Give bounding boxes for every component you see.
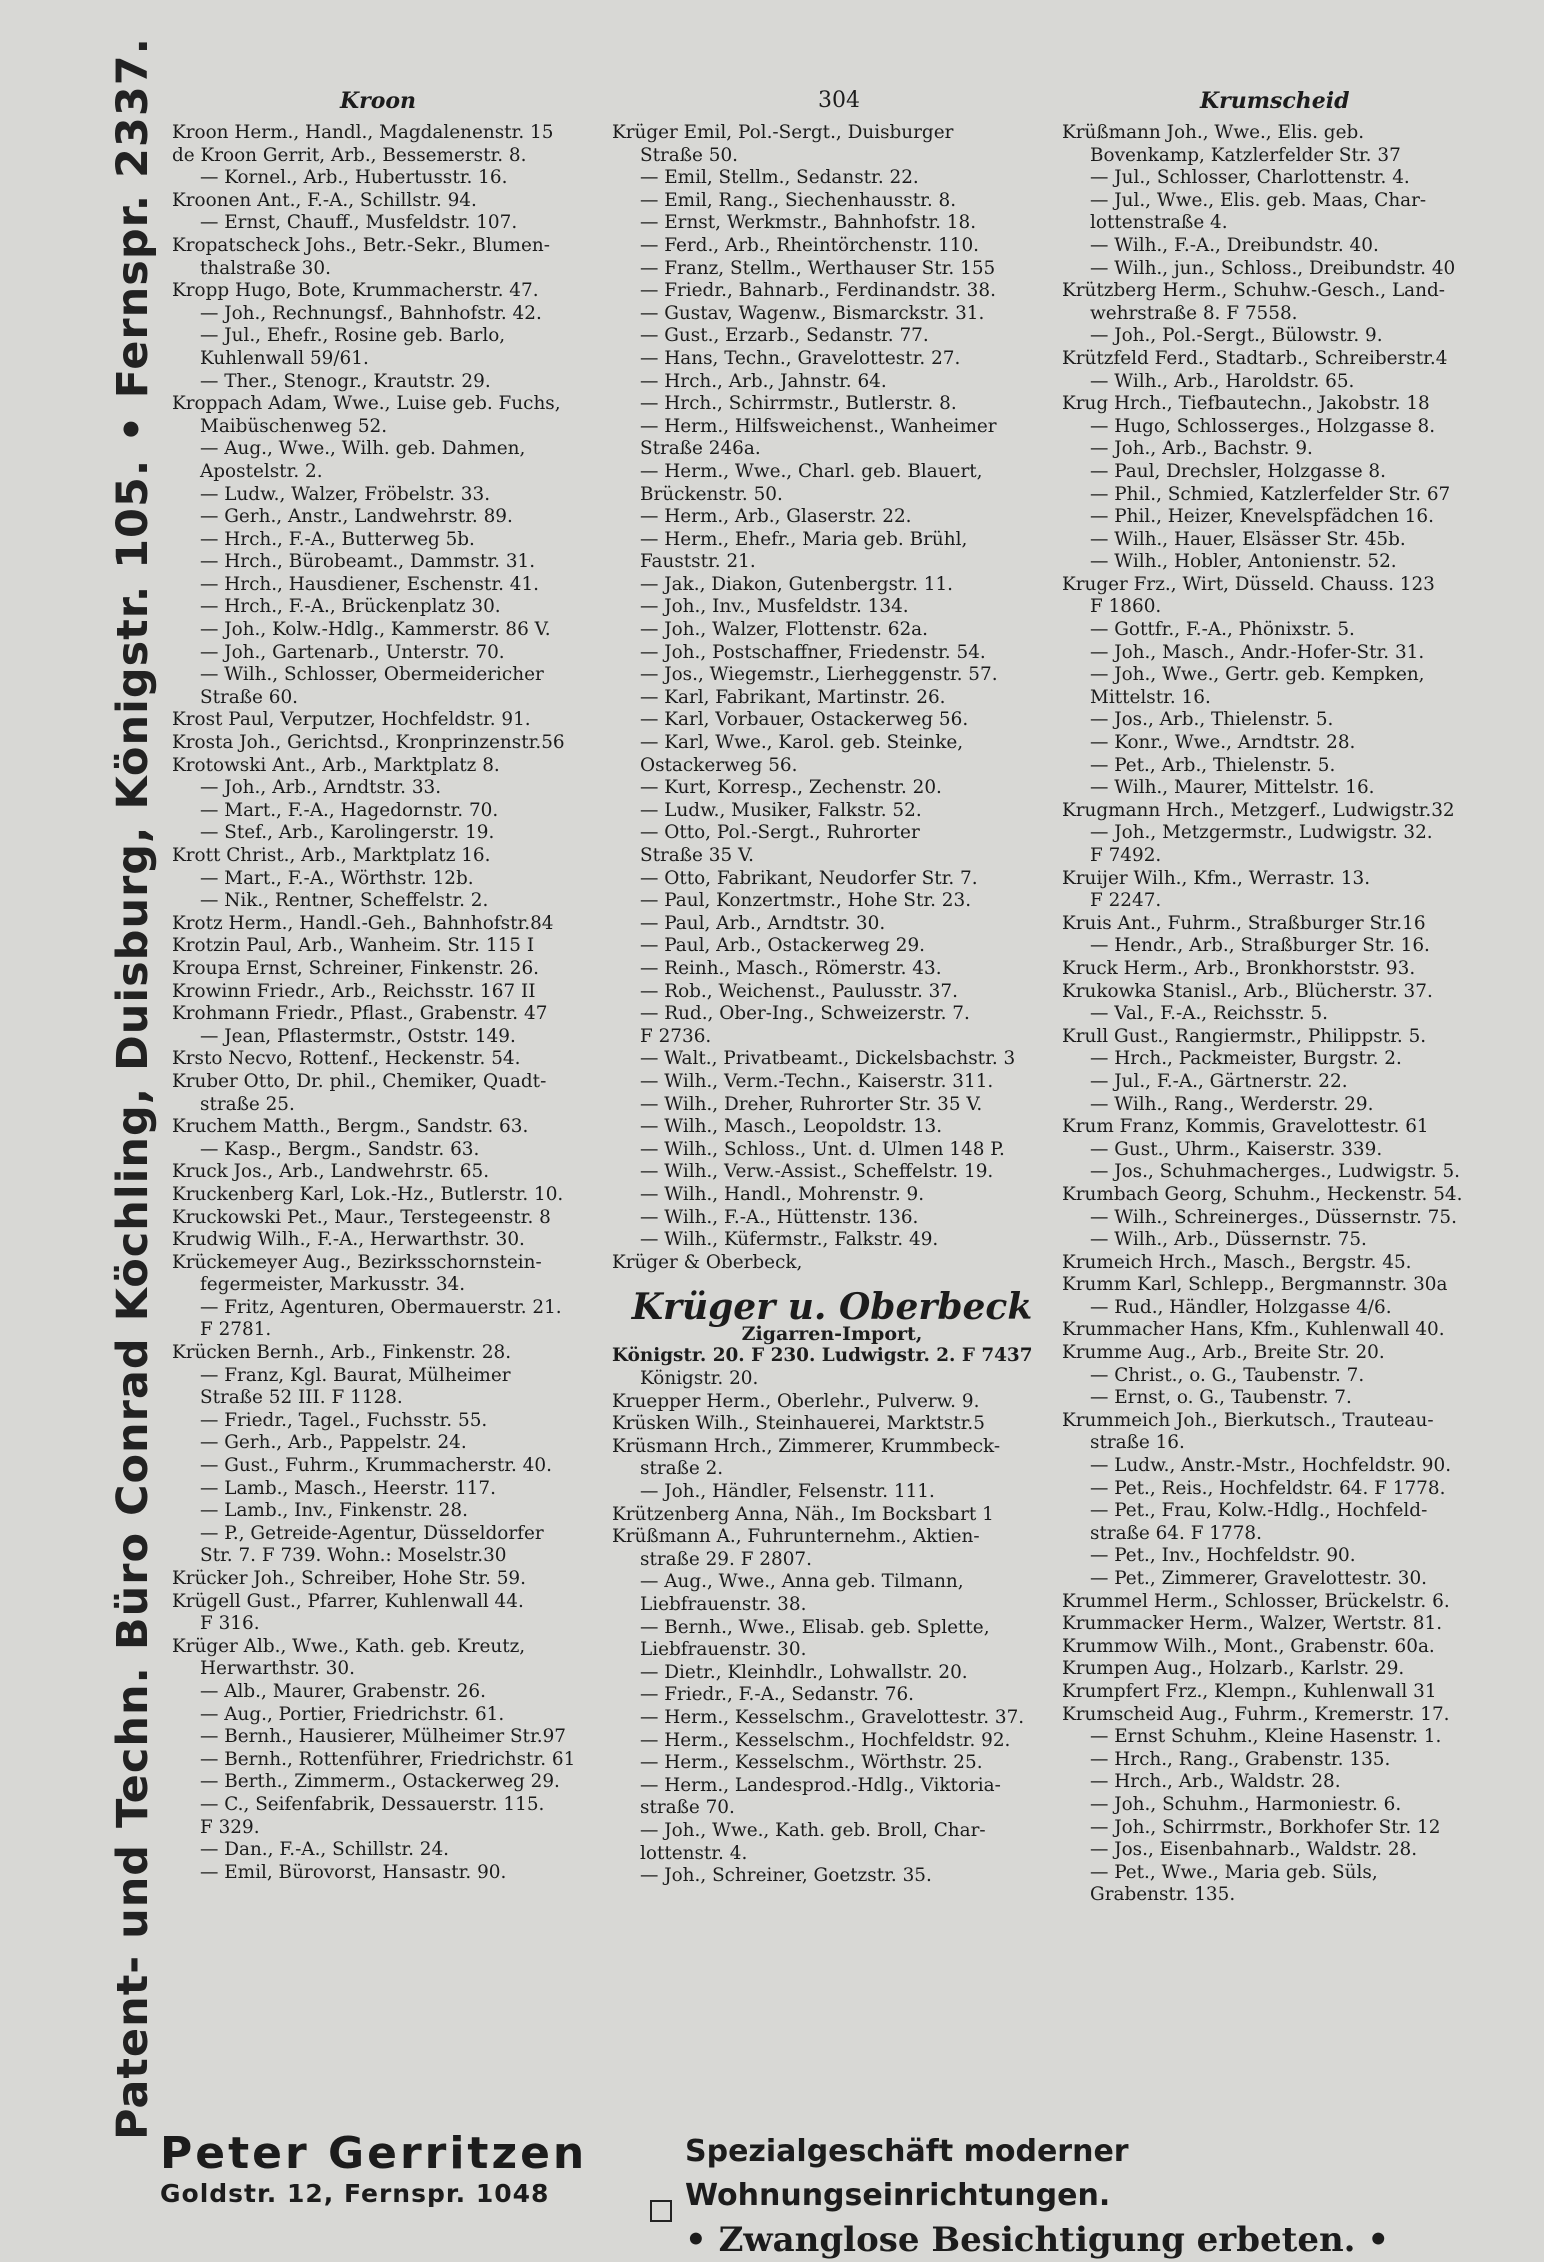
directory-entry: — Mart., F.-A., Hagedornstr. 70. [200, 799, 499, 821]
directory-entry: — Wilh., Masch., Leopoldstr. 13. [640, 1116, 943, 1138]
directory-entry: — Wilh., jun., Schloss., Dreibundstr. 40 [1090, 257, 1456, 279]
directory-entry: Kroonen Ant., F.-A., Schillstr. 94. [172, 189, 477, 211]
directory-entry: — Ernst, Werkmstr., Bahnhofstr. 18. [640, 212, 977, 234]
directory-entry: — P., Getreide-Agentur, Düsseldorfer [200, 1522, 544, 1544]
directory-entry: — Ther., Stenogr., Krautstr. 29. [200, 370, 491, 392]
directory-entry: — Wilh., Rang., Werderstr. 29. [1090, 1093, 1374, 1115]
directory-entry: — Gottfr., F.-A., Phönixstr. 5. [1090, 619, 1355, 641]
directory-entry: — Jul., Wwe., Elis. geb. Maas, Char- [1090, 189, 1427, 211]
footer-company-address: Goldstr. 12, Fernspr. 1048 [160, 2179, 550, 2208]
directory-entry: — Hugo, Schlosserges., Holzgasse 8. [1090, 415, 1436, 437]
side-advertisement: Patent- und Techn. Büro Conrad Köchling, Duisburg, Königstr. 105. • Fernspr. 2337. [108, 36, 158, 2140]
directory-entry: — Ernst, o. G., Taubenstr. 7. [1090, 1387, 1352, 1409]
directory-entry: — Wilh., F.-A., Hüttenstr. 136. [640, 1206, 919, 1228]
footer-company-name: Peter Gerritzen [160, 2128, 588, 2179]
directory-entry: Str. 7. F 739. Wohn.: Moselstr.30 [200, 1545, 507, 1567]
directory-entry: straße 70. [640, 1797, 735, 1819]
directory-entry: — Dan., F.-A., Schillstr. 24. [200, 1839, 450, 1861]
directory-entry: straße 25. [200, 1093, 295, 1115]
directory-entry: Krützfeld Ferd., Stadtarb., Schreiberstr.4 [1062, 347, 1448, 369]
directory-entry: thalstraße 30. [200, 257, 331, 279]
directory-entry: Krum Franz, Kommis, Gravelottestr. 61 [1062, 1116, 1429, 1138]
directory-entry: — Christ., o. G., Taubenstr. 7. [1090, 1364, 1365, 1386]
directory-entry: straße 16. [1090, 1432, 1185, 1454]
directory-entry: — Herm., Ehefr., Maria geb. Brühl, [640, 528, 968, 550]
directory-entry: — Joh., Rechnungsf., Bahnhofstr. 42. [200, 302, 542, 324]
directory-entry: Kruis Ant., Fuhrm., Straßburger Str.16 [1062, 912, 1426, 934]
directory-entry: — Lamb., Masch., Heerstr. 117. [200, 1477, 496, 1499]
directory-entry: — Hrch., Bürobeamt., Dammstr. 31. [200, 551, 536, 573]
directory-entry: Straße 50. [640, 144, 739, 166]
directory-entry: F 7492. [1090, 845, 1162, 866]
directory-entry: — Aug., Portier, Friedrichstr. 61. [200, 1703, 505, 1725]
directory-entry: — Rud., Ober-Ing., Schweizerstr. 7. [640, 1003, 970, 1025]
directory-entry: Kruepper Herm., Oberlehr., Pulverw. 9. [612, 1390, 980, 1412]
directory-entry: — Dietr., Kleinhdlr., Lohwallstr. 20. [640, 1661, 968, 1683]
directory-entry: Krumeich Hrch., Masch., Bergstr. 45. [1062, 1251, 1412, 1273]
directory-entry: Straße 246a. [640, 438, 761, 460]
directory-entry: — Pet., Zimmerer, Gravelottestr. 30. [1090, 1568, 1428, 1589]
directory-entry: — Kornel., Arb., Hubertusstr. 16. [200, 167, 508, 189]
directory-entry: Krotzin Paul, Arb., Wanheim. Str. 115 I [172, 935, 535, 957]
directory-entry: Kropp Hugo, Bote, Krummacherstr. 47. [172, 280, 539, 302]
directory-entry: — Fritz, Agenturen, Obermauerstr. 21. [200, 1296, 562, 1318]
directory-entry: — Val., F.-A., Reichsstr. 5. [1090, 1003, 1329, 1025]
footer-left [160, 2130, 620, 2210]
directory-entry: lottenstr. 4. [640, 1842, 748, 1864]
directory-entry: — Herm., Kesselschm., Hochfeldstr. 92. [640, 1729, 1011, 1751]
directory-entry: — Wilh., Verm.-Techn., Kaiserstr. 311. [640, 1070, 994, 1092]
directory-entry: Kruber Otto, Dr. phil., Chemiker, Quadt- [172, 1070, 547, 1092]
directory-entry: — Ferd., Arb., Rheintörchenstr. 110. [640, 234, 980, 256]
directory-entry: — Wilh., Schlosser, Obermeidericher [200, 664, 544, 686]
directory-entry: — Herm., Landesprod.-Hdlg., Viktoria- [640, 1774, 1001, 1796]
directory-entry: — Hrch., Packmeister, Burgstr. 2. [1090, 1048, 1402, 1070]
directory-entry: — Bernh., Wwe., Elisab. geb. Splette, [640, 1616, 990, 1638]
directory-entry: F 329. [200, 1816, 260, 1838]
directory-entry: — Herm., Arb., Glaserstr. 22. [640, 506, 912, 528]
directory-entry: — Joh., Wwe., Kath. geb. Broll, Char- [640, 1819, 986, 1841]
directory-entry: — Hrch., F.-A., Butterweg 5b. [200, 528, 475, 550]
directory-entry: — Joh., Walzer, Flottenstr. 62a. [640, 619, 928, 641]
directory-entry: Krüßmann A., Fuhrunternehm., Aktien- [612, 1526, 980, 1548]
directory-entry: — Joh., Gartenarb., Unterstr. 70. [200, 641, 505, 663]
directory-entry: — Konr., Wwe., Arndtstr. 28. [1090, 732, 1356, 754]
directory-entry: Krugmann Hrch., Metzgerf., Ludwigstr.32 [1062, 799, 1455, 821]
directory-entry: Krüsmann Hrch., Zimmerer, Krummbeck- [612, 1435, 1001, 1457]
directory-entry: Straße 60. [200, 686, 299, 708]
directory-entry: — Jul., F.-A., Gärtnerstr. 22. [1090, 1070, 1348, 1092]
directory-entry: Krug Hrch., Tiefbautechn., Jakobstr. 18 [1062, 393, 1430, 415]
directory-entry: Kruger Frz., Wirt, Düsseld. Chauss. 123 [1062, 573, 1435, 595]
directory-entry: — Jos., Schuhmacherges., Ludwigstr. 5. [1090, 1161, 1461, 1183]
directory-entry: — Wilh., Arb., Düssernstr. 75. [1090, 1229, 1367, 1251]
directory-entry: — Pet., Reis., Hochfeldstr. 64. F 1778. [1090, 1477, 1446, 1499]
directory-entry: — Gust., Uhrm., Kaiserstr. 339. [1090, 1138, 1383, 1160]
header-right: Krumscheid [1200, 88, 1350, 114]
directory-entry: Krsto Necvo, Rottenf., Heckenstr. 54. [172, 1048, 521, 1070]
directory-entry: Krotz Herm., Handl.-Geh., Bahnhofstr.84 [172, 912, 554, 934]
directory-entry: — Pet., Frau, Kolw.-Hdlg., Hochfeld- [1090, 1500, 1428, 1522]
firm-address: Königstr. 20. F 230. Ludwigstr. 2. F 7437 [612, 1345, 1033, 1367]
footer-advertisement [160, 2128, 1490, 2260]
directory-entry: — Hendr., Arb., Straßburger Str. 16. [1090, 935, 1430, 957]
directory-entry: — Hrch., Arb., Jahnstr. 64. [640, 370, 887, 392]
directory-entry: Krüger Alb., Wwe., Kath. geb. Kreutz, [172, 1635, 526, 1657]
directory-entry: — Herm., Kesselschm., Wörthstr. 25. [640, 1752, 983, 1774]
directory-entry: — Joh., Schuhm., Harmoniestr. 6. [1090, 1793, 1402, 1815]
directory-entry: Kroupa Ernst, Schreiner, Finkenstr. 26. [172, 957, 539, 979]
directory-entry: — Otto, Pol.-Sergt., Ruhrorter [640, 822, 920, 844]
directory-entry: Krudwig Wilh., F.-A., Herwarthstr. 30. [172, 1229, 525, 1251]
directory-entry: — Lamb., Inv., Finkenstr. 28. [200, 1500, 468, 1522]
directory-entry: Brückenstr. 50. [640, 483, 783, 505]
directory-entry: — Friedr., Bahnarb., Ferdinandstr. 38. [640, 280, 996, 302]
directory-entry: Krummacker Herm., Walzer, Wertstr. 81. [1062, 1613, 1443, 1635]
directory-entry: — Jul., Ehefr., Rosine geb. Barlo, [200, 325, 506, 347]
directory-entry: de Kroon Gerrit, Arb., Bessemerstr. 8. [172, 144, 527, 166]
directory-entry: wehrstraße 8. F 7558. [1090, 302, 1298, 324]
footer-slogan-2: • Zwanglose Besichtigung erbeten. • [685, 2220, 1390, 2260]
directory-entry: — Paul, Arb., Arndtstr. 30. [640, 912, 886, 934]
page-number: 304 [818, 88, 860, 113]
directory-entry: — Walt., Privatbeamt., Dickelsbachstr. 3 [640, 1048, 1016, 1070]
column-1 [172, 122, 612, 1884]
column-2 [612, 122, 1052, 1888]
directory-entry: — Gust., Erzarb., Sedanstr. 77. [640, 325, 929, 347]
directory-entry: — Ludw., Walzer, Fröbelstr. 33. [200, 483, 491, 505]
directory-entry: straße 29. F 2807. [640, 1548, 812, 1570]
directory-entry: — Hrch., Hausdiener, Eschenstr. 41. [200, 573, 540, 595]
directory-entry: Liebfrauenstr. 30. [640, 1639, 807, 1661]
directory-entry: — Rob., Weichenst., Paulusstr. 37. [640, 980, 958, 1002]
directory-entry: Krotowski Ant., Arb., Marktplatz 8. [172, 754, 500, 776]
directory-entry: — Wilh., F.-A., Dreibundstr. 40. [1090, 234, 1379, 256]
directory-entry: Kruckenberg Karl, Lok.-Hz., Butlerstr. 10. [172, 1183, 564, 1205]
directory-entry: — Hans, Techn., Gravelottestr. 27. [640, 347, 961, 369]
directory-entry: — Otto, Fabrikant, Neudorfer Str. 7. [640, 867, 978, 889]
directory-entry: Grabenstr. 135. [1090, 1884, 1236, 1906]
directory-entry: — Jos., Wiegemstr., Lierheggenstr. 57. [640, 664, 998, 686]
column-2-entries-after [612, 1368, 1052, 1888]
directory-entry: F 2781. [200, 1319, 272, 1341]
directory-entry: Krumpfert Frz., Klempn., Kuhlenwall 31 [1062, 1680, 1437, 1702]
directory-entry: Krüsken Wilh., Steinhauerei, Marktstr.5 [612, 1413, 985, 1435]
directory-entry: — Gust., Fuhrm., Krummacherstr. 40. [200, 1455, 552, 1477]
directory-entry: Straße 52 III. F 1128. [200, 1387, 403, 1409]
directory-entry: Krücken Bernh., Arb., Finkenstr. 28. [172, 1342, 512, 1364]
directory-entry: — Pet., Arb., Thielenstr. 5. [1090, 754, 1336, 776]
directory-entry: Kuhlenwall 59/61. [200, 347, 369, 369]
directory-entry: — Aug., Wwe., Wilh. geb. Dahmen, [200, 438, 526, 460]
directory-entry: — Wilh., Küfermstr., Falkstr. 49. [640, 1229, 939, 1251]
footer-right [685, 2130, 1505, 2262]
directory-entry: Krüger & Oberbeck, [612, 1251, 803, 1273]
directory-entry: — Gerh., Arb., Pappelstr. 24. [200, 1432, 467, 1454]
directory-entry: — Jak., Diakon, Gutenbergstr. 11. [640, 573, 954, 595]
directory-entry: Bovenkamp, Katzlerfelder Str. 37 [1090, 144, 1401, 166]
directory-entry: Liebfrauenstr. 38. [640, 1594, 807, 1615]
directory-entry: Kroon Herm., Handl., Magdalenenstr. 15 [172, 122, 554, 143]
directory-entry: — Jos., Arb., Thielenstr. 5. [1090, 709, 1334, 731]
directory-entry: — Hrch., Rang., Grabenstr. 135. [1090, 1748, 1391, 1770]
directory-entry: F 1860. [1090, 596, 1162, 618]
directory-entry: — Wilh., Arb., Haroldstr. 65. [1090, 370, 1355, 392]
directory-entry: — Joh., Kolw.-Hdlg., Kammerstr. 86 V. [200, 619, 551, 641]
directory-entry: Mittelstr. 16. [1090, 686, 1211, 708]
directory-entry: F 2247. [1090, 890, 1162, 912]
directory-entry: Krummacher Hans, Kfm., Kuhlenwall 40. [1062, 1319, 1445, 1341]
directory-entry: — Wilh., Handl., Mohrenstr. 9. [640, 1183, 925, 1205]
directory-entry: Fauststr. 21. [640, 551, 756, 573]
directory-entry: Krummeich Joh., Bierkutsch., Trauteau- [1062, 1409, 1434, 1431]
directory-entry: — Joh., Postschaffner, Friedenstr. 54. [640, 641, 986, 663]
directory-entry: — Emil, Stellm., Sedanstr. 22. [640, 167, 919, 189]
directory-entry: — Joh., Schreiner, Goetzstr. 35. [640, 1865, 932, 1887]
directory-entry: — Phil., Heizer, Knevelspfädchen 16. [1090, 506, 1434, 528]
directory-entry: — Herm., Kesselschm., Gravelottestr. 37. [640, 1706, 1025, 1728]
directory-entry: — Jul., Schlosser, Charlottenstr. 4. [1090, 167, 1410, 189]
directory-entry: — Stef., Arb., Karolingerstr. 19. [200, 822, 495, 844]
directory-entry: — Karl, Vorbauer, Ostackerweg 56. [640, 709, 969, 731]
directory-entry: Krosta Joh., Gerichtsd., Kronprinzenstr.56 [172, 732, 565, 754]
directory-entry: — Bernh., Hausierer, Mülheimer Str.97 [200, 1726, 566, 1748]
directory-entry: Krummel Herm., Schlosser, Brückelstr. 6. [1062, 1590, 1450, 1612]
directory-entry: Krummow Wilh., Mont., Grabenstr. 60a. [1062, 1635, 1435, 1657]
directory-entry: Krumpen Aug., Holzarb., Karlstr. 29. [1062, 1658, 1405, 1680]
directory-entry: — Wilh., Hobler, Antonienstr. 52. [1090, 551, 1397, 573]
directory-entry: — Pet., Wwe., Maria geb. Süls, [1090, 1861, 1378, 1883]
directory-entry: straße 64. F 1778. [1090, 1522, 1262, 1544]
directory-entry: — Wilh., Verw.-Assist., Scheffelstr. 19. [640, 1161, 994, 1183]
directory-entry: Kropatscheck Johs., Betr.-Sekr., Blumen- [172, 234, 550, 256]
directory-entry: Kruchem Matth., Bergm., Sandstr. 63. [172, 1116, 529, 1138]
directory-entry: Krukowka Stanisl., Arb., Blücherstr. 37. [1062, 980, 1433, 1002]
directory-entry: — Emil, Rang., Siechenhausstr. 8. [640, 189, 957, 211]
footer-slogan-1: Spezialgeschäft moderner Wohnungseinrichtungen. [685, 2134, 1129, 2213]
directory-entry: — Joh., Arb., Bachstr. 9. [1090, 438, 1313, 460]
directory-entry: — Joh., Pol.-Sergt., Bülowstr. 9. [1090, 325, 1383, 347]
directory-entry: fegermeister, Markusstr. 34. [200, 1274, 466, 1296]
directory-entry: Kruijer Wilh., Kfm., Werrastr. 13. [1062, 867, 1371, 889]
column-2-entries [612, 122, 1052, 1274]
directory-entry: Krumme Aug., Arb., Breite Str. 20. [1062, 1342, 1385, 1364]
directory-entry: — Ernst Schuhm., Kleine Hasenstr. 1. [1090, 1726, 1442, 1748]
directory-entry: — Gustav, Wagenw., Bismarckstr. 31. [640, 302, 985, 324]
directory-entry: — Joh., Inv., Musfeldstr. 134. [640, 596, 909, 618]
directory-entry: — Phil., Schmied, Katzlerfelder Str. 67 [1090, 483, 1451, 505]
directory-entry: — Ernst, Chauff., Musfeldstr. 107. [200, 212, 518, 234]
directory-entry: — Joh., Metzgermstr., Ludwigstr. 32. [1090, 822, 1433, 844]
directory-entry: Krohmann Friedr., Pflast., Grabenstr. 47 [172, 1003, 548, 1025]
directory-entry: — Ludw., Musiker, Falkstr. 52. [640, 799, 922, 821]
directory-entry: — Hrch., Schirrmstr., Butlerstr. 8. [640, 393, 957, 415]
directory-entry: — Joh., Schirrmstr., Borkhofer Str. 12 [1090, 1816, 1441, 1838]
directory-entry: — Wilh., Dreher, Ruhrorter Str. 35 V. [640, 1093, 983, 1115]
directory-entry: Krützberg Herm., Schuhw.-Gesch., Land- [1062, 280, 1445, 302]
directory-entry: Maibüschenweg 52. [200, 415, 388, 437]
directory-entry: — Emil, Bürovorst, Hansastr. 90. [200, 1861, 507, 1883]
directory-entry: Ostackerweg 56. [640, 754, 798, 776]
directory-entry: — Joh., Masch., Andr.-Hofer-Str. 31. [1090, 641, 1425, 663]
directory-entry: — Friedr., F.-A., Sedanstr. 76. [640, 1684, 915, 1706]
directory-entry: Krull Gust., Rangiermstr., Philippstr. 5. [1062, 1025, 1427, 1047]
directory-entry: Krumscheid Aug., Fuhrm., Kremerstr. 17. [1062, 1703, 1450, 1725]
directory-entry: — Ludw., Anstr.-Mstr., Hochfeldstr. 90. [1090, 1455, 1452, 1477]
directory-entry: — Paul, Konzertmstr., Hohe Str. 23. [640, 890, 972, 912]
directory-entry: lottenstraße 4. [1090, 212, 1228, 234]
directory-entry: Krost Paul, Verputzer, Hochfeldstr. 91. [172, 709, 531, 731]
directory-entry: — Aug., Wwe., Anna geb. Tilmann, [640, 1571, 964, 1593]
directory-entry: Herwarthstr. 30. [200, 1658, 355, 1680]
directory-entry: Krückemeyer Aug., Bezirksschornstein- [172, 1251, 542, 1273]
directory-entry: — Bernh., Rottenführer, Friedrichstr. 61 [200, 1748, 576, 1770]
directory-entry: — Mart., F.-A., Wörthstr. 12b. [200, 867, 474, 889]
directory-entry: — Friedr., Tagel., Fuchsstr. 55. [200, 1409, 488, 1431]
directory-entry: Kruck Jos., Arb., Landwehrstr. 65. [172, 1161, 490, 1183]
directory-entry: — Wilh., Hauer, Elsässer Str. 45b. [1090, 528, 1406, 550]
directory-entry: Apostelstr. 2. [200, 460, 323, 482]
directory-entry: — Kurt, Korresp., Zechenstr. 20. [640, 777, 942, 799]
directory-entry: — Joh., Händler, Felsenstr. 111. [640, 1481, 935, 1503]
directory-entry: — Nik., Rentner, Scheffelstr. 2. [200, 890, 489, 912]
directory-entry: — Reinh., Masch., Römerstr. 43. [640, 957, 942, 979]
directory-entry: — Joh., Arb., Arndtstr. 33. [200, 777, 442, 799]
directory-entry: Krumbach Georg, Schuhm., Heckenstr. 54. [1062, 1183, 1463, 1205]
directory-entry: — Pet., Inv., Hochfeldstr. 90. [1090, 1545, 1356, 1567]
directory-entry: Krowinn Friedr., Arb., Reichsstr. 167 II [172, 980, 536, 1002]
directory-entry: Krüger Emil, Pol.-Sergt., Duisburger [612, 122, 954, 143]
directory-entry: — Berth., Zimmerm., Ostackerweg 29. [200, 1771, 560, 1793]
directory-entry: — Paul, Drechsler, Holzgasse 8. [1090, 460, 1386, 482]
firm-subtitle: Zigarren-Import, [741, 1322, 923, 1345]
directory-entry: — Rud., Händler, Holzgasse 4/6. [1090, 1296, 1392, 1318]
directory-entry: — Wilh., Schreinerges., Düssernstr. 75. [1090, 1206, 1457, 1228]
firm-name: Krüger u. Oberbeck [631, 1286, 1033, 1329]
directory-entry: — Hrch., F.-A., Brückenplatz 30. [200, 596, 501, 618]
directory-entry: straße 2. [640, 1458, 724, 1480]
directory-entry: Krügell Gust., Pfarrer, Kuhlenwall 44. [172, 1590, 524, 1612]
directory-entry: — Franz, Stellm., Werthauser Str. 155 [640, 257, 996, 279]
directory-entry: — Jos., Eisenbahnarb., Waldstr. 28. [1090, 1839, 1418, 1861]
directory-entry: Krücker Joh., Schreiber, Hohe Str. 59. [172, 1568, 526, 1589]
directory-entry: — C., Seifenfabrik, Dessauerstr. 115. [200, 1793, 545, 1815]
directory-entry: Kruckowski Pet., Maur., Terstegeenstr. 8 [172, 1206, 551, 1228]
directory-entry: — Karl, Fabrikant, Martinstr. 26. [640, 686, 946, 708]
directory-entry: Kruck Herm., Arb., Bronkhorststr. 93. [1062, 957, 1416, 979]
directory-entry: Kroppach Adam, Wwe., Luise geb. Fuchs, [172, 393, 561, 415]
directory-entry: — Wilh., Schloss., Unt. d. Ulmen 148 P. [640, 1138, 1005, 1160]
directory-entry: — Franz, Kgl. Baurat, Mülheimer [200, 1364, 511, 1386]
header-left: Kroon [340, 88, 417, 114]
directory-entry: — Kasp., Bergm., Sandstr. 63. [200, 1138, 480, 1160]
directory-entry: — Hrch., Arb., Waldstr. 28. [1090, 1771, 1341, 1793]
directory-entry: Straße 35 V. [640, 845, 754, 866]
directory-entry: — Gerh., Anstr., Landwehrstr. 89. [200, 506, 513, 528]
ornament-square [650, 2200, 672, 2222]
directory-entry: Krützenberg Anna, Näh., Im Bocksbart 1 [612, 1503, 994, 1525]
directory-entry: — Karl, Wwe., Karol. geb. Steinke, [640, 732, 964, 754]
directory-entry: — Wilh., Maurer, Mittelstr. 16. [1090, 777, 1375, 799]
directory-entry: — Herm., Hilfsweichenst., Wanheimer [640, 415, 997, 437]
directory-entry: Krumm Karl, Schlepp., Bergmannstr. 30a [1062, 1274, 1448, 1296]
directory-entry: — Jean, Pflastermstr., Oststr. 149. [200, 1025, 516, 1047]
directory-entry: F 316. [200, 1613, 260, 1635]
directory-entry: — Alb., Maurer, Grabenstr. 26. [200, 1680, 486, 1702]
directory-entry: Krott Christ., Arb., Marktplatz 16. [172, 845, 491, 866]
directory-entry: F 2736. [640, 1025, 712, 1047]
directory-entry: Königstr. 20. [640, 1368, 759, 1390]
directory-entry: Krüßmann Joh., Wwe., Elis. geb. [1062, 122, 1365, 143]
directory-entry: — Paul, Arb., Ostackerweg 29. [640, 935, 926, 957]
directory-entry: — Joh., Wwe., Gertr. geb. Kempken, [1090, 664, 1425, 686]
directory-entry: — Herm., Wwe., Charl. geb. Blauert, [640, 460, 983, 482]
column-3 [1062, 122, 1502, 1907]
